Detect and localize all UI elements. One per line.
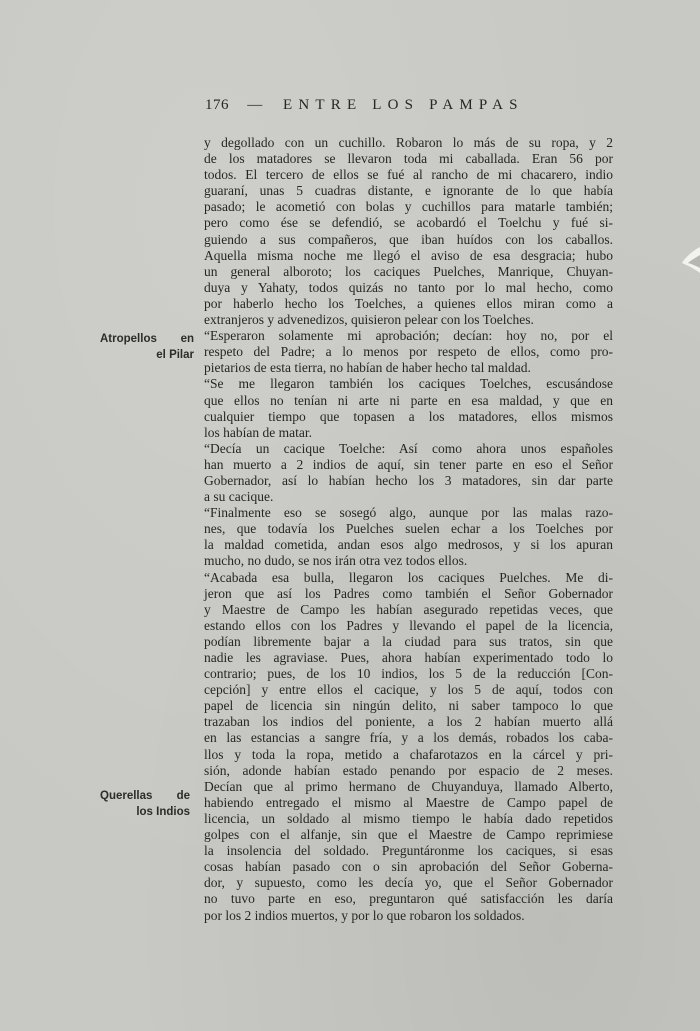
- body-line: la maldad cometida, andan esos algo medrosos, y si los apuran: [204, 537, 613, 553]
- body-line: a su cacique.: [204, 489, 274, 505]
- margin-note-atropellos: [100, 331, 194, 363]
- body-line: “Acabada esa bulla, llegaron los caciques Puelches. Me di-: [204, 569, 613, 585]
- margin-note-querellas: [100, 788, 190, 820]
- body-line: en las estancias a sangre fría, y a los demás, robados los caba-: [204, 730, 613, 746]
- body-line: licencia, un soldado al mismo tiempo le había dado repetidos: [204, 810, 613, 826]
- body-line: estando ellos con los Padres y llevando el papel de la licencia,: [204, 617, 613, 633]
- margin-note-line: Atropellos en: [100, 333, 194, 345]
- page-number: 176: [205, 97, 229, 113]
- body-line: golpes con el alfanje, sin que el Maestre de Campo reprimiese: [204, 827, 613, 843]
- body-line: duya y Yahaty, todos quizás no tanto por lo mal hecho, como: [204, 279, 613, 295]
- body-line: cualquier tiempo que topasen a los matadores, ellos mismos: [204, 408, 613, 424]
- body-line: de los matadores se llevaron toda mi caballada. Eran 56 por: [204, 151, 613, 167]
- body-line: que ellos no tenían ni arte ni parte en esa maldad, y que en: [204, 392, 613, 408]
- body-line: nadie les agraviase. Pues, ahora habían experimentado todo lo: [204, 650, 613, 665]
- body-line: Gobernador, así lo habían hecho los 3 matadores, sin dar parte: [204, 472, 613, 488]
- body-line: han muerto a 2 indios de aquí, sin tener parte en eso el Señor: [204, 456, 613, 472]
- body-line: y degollado con un cuchillo. Robaron lo más de su ropa, y 2: [204, 135, 613, 150]
- body-line: “Esperaron solamente mi aprobación; decían: hoy no, por el: [204, 328, 613, 344]
- body-line: los habían de matar.: [204, 424, 312, 440]
- running-title: ENTRE LOS PAMPAS: [283, 97, 524, 113]
- body-line: papel de licencia sin ningún delito, ni saber tampoco lo que: [204, 698, 613, 714]
- body-line: extranjeros y advenedizos, quisieron pelear con los Toelches.: [204, 312, 534, 328]
- body-line: sión, adonde habían estado penando por espacio de 2 meses.: [204, 762, 613, 778]
- page-edge-stain: [678, 245, 700, 275]
- header-dash: —: [247, 97, 263, 113]
- body-line: Decían que al primo hermano de Chuyanduya, llamado Alberto,: [204, 778, 613, 794]
- body-line: por haberlo hecho los Toelches, a quienes ellos miran como a: [204, 295, 613, 311]
- body-line: podían libremente bajar a la ciudad para sus tratos, sin que: [204, 633, 613, 649]
- body-line: habiendo entregado el mismo al Maestre de Campo papel de: [204, 794, 613, 810]
- margin-note-line: los Indios: [136, 806, 190, 818]
- body-line: respeto del Padre; a lo menos por respeto de ellos, como pro-: [204, 344, 613, 360]
- body-line: todos. El tercero de ellos se fué al rancho de mi chacarero, indio: [204, 167, 613, 183]
- body-line: cepción] y entre ellos el cacique, y los 5 de aquí, todos con: [204, 682, 613, 698]
- body-line: pietarios de esta tierra, no habían de haber hecho tal maldad.: [204, 360, 531, 376]
- body-line: pasado; le acometió con bolas y cuchillos para matarle también;: [204, 199, 613, 215]
- body-line: pero como ése se defendió, se acobardó el Toelchu y fué si-: [204, 215, 613, 231]
- body-line: trazaban los indios del poniente, a los 2 habían muerto allá: [204, 714, 613, 730]
- body-line: mucho, no dudo, se nos irán otra vez todos ellos.: [204, 553, 468, 569]
- body-line: dor, y supuesto, como les decía yo, que el Señor Gobernador: [204, 875, 613, 891]
- body-line: “Decía un cacique Toelche: Así como ahora unos españoles: [204, 440, 613, 456]
- body-line: un general alboroto; los caciques Puelches, Manrique, Chuyan-: [204, 263, 613, 279]
- body-text: [204, 135, 613, 924]
- body-line: y Maestre de Campo les habían asegurado repetidas veces, que: [204, 601, 613, 617]
- body-line: jeron que así los Padres como también el Señor Gobernador: [204, 585, 613, 601]
- body-line: por los 2 indios muertos, y por lo que robaron los soldados.: [204, 907, 525, 923]
- body-line: cosas habían pasado con o sin aprobación del Señor Goberna-: [204, 859, 613, 875]
- body-line: llos y toda la ropa, metido a chafarotazos en la cárcel y pri-: [204, 746, 613, 762]
- margin-note-line: el Pilar: [156, 349, 194, 361]
- body-line: contrario; pues, de los 10 indios, los 5 de la reducción [Con-: [204, 666, 613, 682]
- body-line: nes, que todavía los Puelches suelen echar a los Toelches por: [204, 521, 613, 537]
- body-line: “Se me llegaron también los caciques Toelches, escusándose: [204, 376, 613, 392]
- running-header: [205, 97, 615, 114]
- body-line: guaraní, unas 5 cuadras distante, e ignorante de lo que había: [204, 183, 613, 199]
- body-line: guiendo a sus compañeros, que iban huídos con los caballos.: [204, 231, 613, 247]
- body-line: la insolencia del soldado. Preguntáronme los caciques, si esas: [204, 843, 613, 859]
- margin-note-line: Querellas de: [100, 790, 190, 802]
- body-line: Aquella misma noche me llegó el aviso de esa desgracia; hubo: [204, 247, 613, 263]
- body-line: no tuvo parte en eso, preguntaron qué satisfacción les daría: [204, 891, 613, 907]
- body-line: “Finalmente eso se sosegó algo, aunque por las malas razo-: [204, 505, 613, 521]
